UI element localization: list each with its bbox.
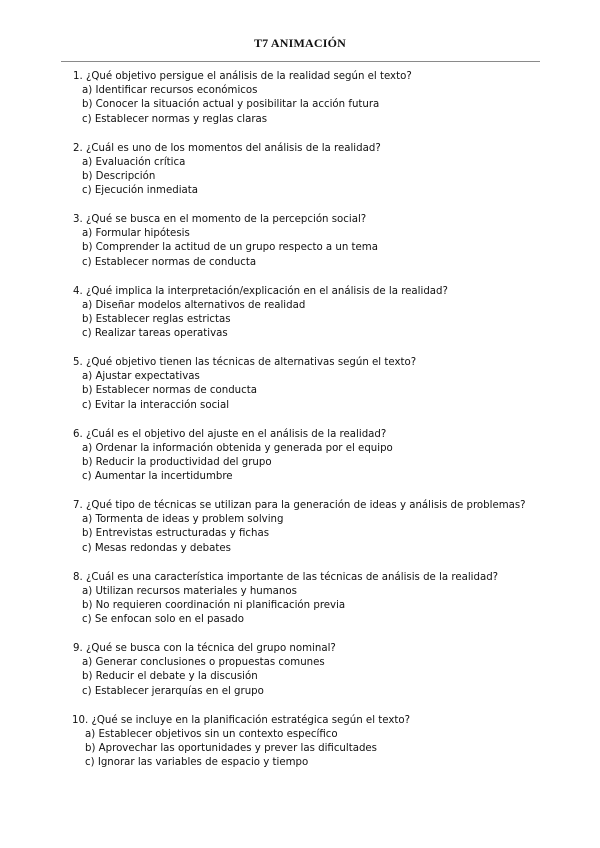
- answer-option: a) Tormenta de ideas y problem solving: [82, 514, 284, 526]
- answer-option: b) Conocer la situación actual y posibilitar la acción futura: [82, 99, 380, 111]
- question-number: 7.: [73, 500, 83, 511]
- page-title: T7 ANIMACIÓN: [253, 36, 347, 50]
- question-item: [73, 642, 553, 714]
- question-number: 3.: [73, 214, 83, 225]
- question-text: [73, 285, 553, 299]
- question-prompt: ¿Qué tipo de técnicas se utilizan para la generación de ideas y análisis de problemas?: [85, 500, 526, 511]
- question-prompt: ¿Qué objetivo tienen las técnicas de alternativas según el texto?: [85, 357, 417, 368]
- answer-option: a) Generar conclusiones o propuestas comunes: [82, 657, 325, 669]
- answer-option: b) Reducir la productividad del grupo: [82, 456, 272, 468]
- answer-option: c) Establecer normas y reglas claras: [82, 113, 268, 125]
- question-text: [73, 213, 553, 227]
- answer-option: a) Evaluación crítica: [82, 156, 186, 168]
- question-text: [73, 70, 553, 84]
- question-number: 10.: [72, 714, 89, 726]
- answer-option: b) Reducir el debate y la discusión: [82, 671, 258, 683]
- question-item: [73, 213, 553, 285]
- question-number: 4.: [73, 285, 83, 297]
- answer-option: c) Realizar tareas operativas: [82, 328, 228, 340]
- question-text: [73, 642, 553, 656]
- answer-option: b) No requieren coordinación ni planificación previa: [82, 599, 346, 611]
- answer-option: a) Ajustar expectativas: [82, 371, 200, 383]
- question-number: 5.: [73, 357, 83, 368]
- question-prompt: ¿Qué objetivo persigue el análisis de la realidad según el texto?: [85, 71, 412, 82]
- question-prompt: ¿Qué implica la interpretación/explicación en el análisis de la realidad?: [85, 285, 448, 297]
- question-list: [73, 70, 553, 785]
- question-number: 9.: [73, 643, 83, 654]
- question-text: [73, 571, 553, 585]
- question-item: [73, 499, 553, 571]
- answer-option: b) Establecer normas de conducta: [82, 385, 257, 397]
- answer-option: c) Mesas redondas y debates: [82, 542, 231, 554]
- question-number: 8.: [73, 571, 83, 583]
- question-number: 2.: [73, 142, 83, 154]
- answer-option: b) Establecer reglas estrictas: [82, 313, 231, 325]
- answer-option: a) Ordenar la información obtenida y generada por el equipo: [82, 442, 393, 454]
- question-prompt: ¿Cuál es el objetivo del ajuste en el análisis de la realidad?: [85, 428, 387, 440]
- answer-option: a) Utilizan recursos materiales y humanos: [82, 585, 297, 597]
- question-number: 6.: [73, 428, 83, 440]
- question-item: [73, 428, 553, 500]
- question-text: [72, 714, 553, 728]
- answer-option: c) Evitar la interacción social: [82, 399, 230, 411]
- answer-option: c) Establecer jerarquías en el grupo: [82, 685, 264, 697]
- question-text: [73, 356, 553, 370]
- answer-option: c) Ejecución inmediata: [82, 185, 199, 197]
- answer-option: c) Aumentar la incertidumbre: [82, 471, 233, 483]
- answer-option: a) Identificar recursos económicos: [82, 85, 258, 97]
- question-text: [73, 428, 553, 442]
- question-prompt: ¿Qué se busca con la técnica del grupo nominal?: [85, 643, 336, 654]
- question-prompt: ¿Qué se busca en el momento de la percepción social?: [85, 214, 367, 225]
- question-item: [73, 571, 553, 643]
- answer-option: b) Entrevistas estructuradas y fichas: [82, 528, 269, 540]
- question-item: [73, 70, 553, 142]
- answer-option: b) Aprovechar las oportunidades y prever las dificultades: [85, 742, 377, 754]
- question-item: [73, 142, 553, 214]
- answer-option: a) Formular hipótesis: [82, 228, 190, 240]
- question-number: 1.: [73, 71, 83, 82]
- answer-option: c) Establecer normas de conducta: [82, 256, 257, 268]
- question-item: [73, 356, 553, 428]
- answer-option: b) Comprender la actitud de un grupo respecto a un tema: [82, 242, 378, 254]
- question-prompt: ¿Cuál es una característica importante de las técnicas de análisis de la realidad?: [85, 571, 499, 583]
- question-item: [73, 714, 553, 786]
- question-item: [73, 285, 553, 357]
- answer-option: c) Se enfocan solo en el pasado: [82, 614, 244, 626]
- question-text: [73, 499, 553, 513]
- answer-option: a) Diseñar modelos alternativos de realidad: [82, 299, 306, 311]
- question-prompt: ¿Cuál es uno de los momentos del análisis de la realidad?: [85, 142, 381, 154]
- answer-option: c) Ignorar las variables de espacio y tiempo: [85, 757, 309, 769]
- answer-option: b) Descripción: [82, 170, 156, 182]
- title-divider: [61, 61, 540, 62]
- answer-option: a) Establecer objetivos sin un contexto específico: [85, 728, 338, 740]
- question-prompt: ¿Qué se incluye en la planificación estratégica según el texto?: [91, 714, 411, 726]
- question-text: [73, 142, 553, 156]
